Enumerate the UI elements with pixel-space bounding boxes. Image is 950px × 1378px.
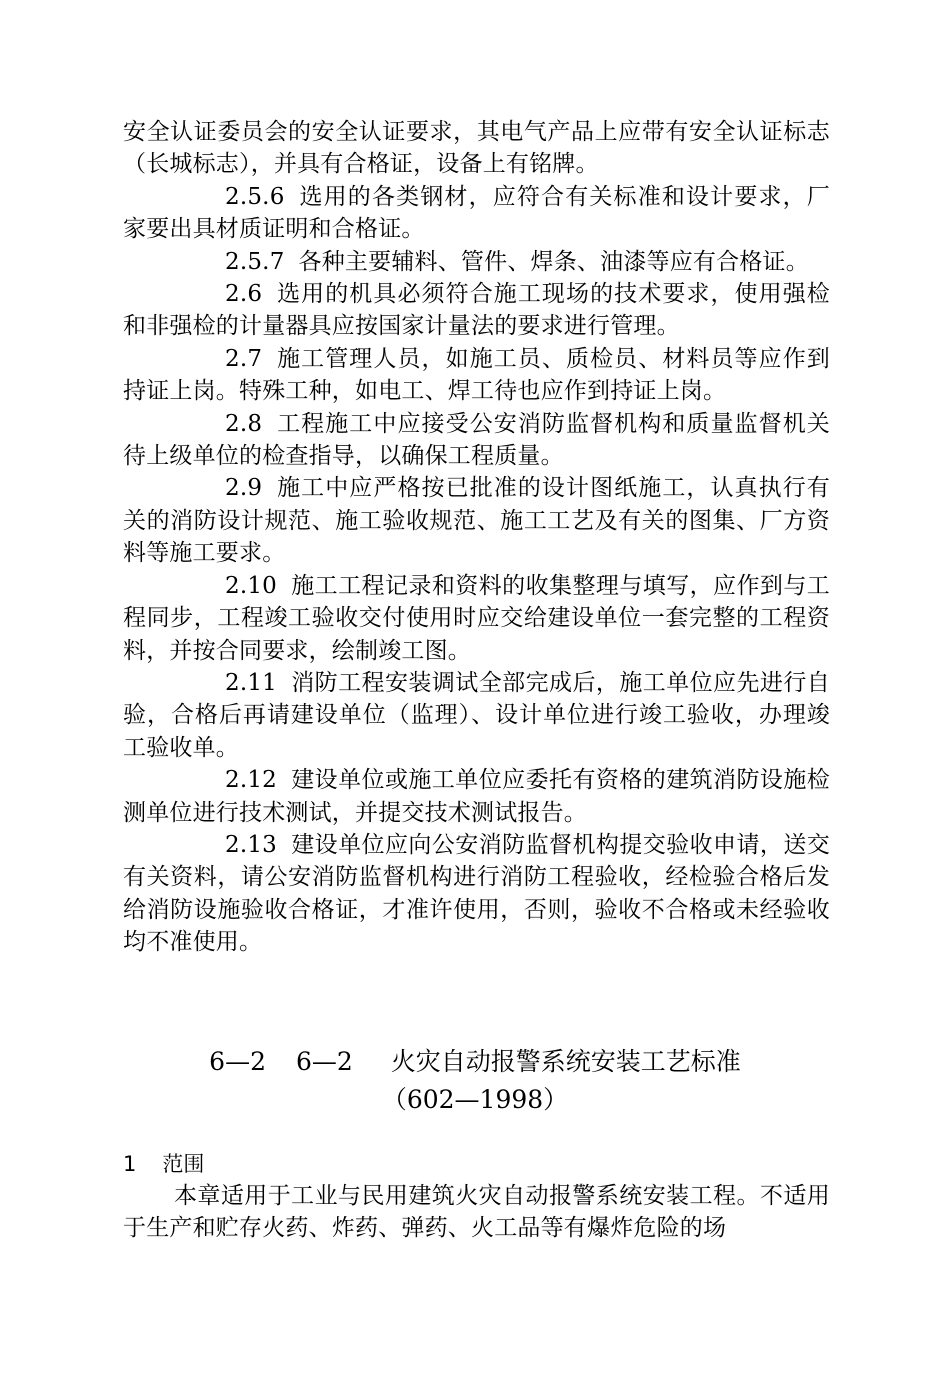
clause-paragraph (123, 408, 830, 473)
clause-text: 选用的各类钢材，应符合有关标准和设计要求，厂家要出具材质证明和合格证。 (123, 183, 830, 243)
clause-text: 各种主要辅料、管件、焊条、油漆等应有合格证。 (298, 248, 809, 275)
section-body (123, 1180, 830, 1245)
section-title: 范围 (162, 1152, 205, 1176)
clause-number: 2.8 (225, 410, 263, 437)
clause-text: 建设单位应向公安消防监督机构提交验收申请，送交有关资料，请公安消防监督机构进行消防工程验收，经检验合格后发给消防设施验收合格证，才准许使用，否则，验收不合格或未经验收均不准使用。 (123, 831, 830, 956)
chapter-title-text: 火灾自动报警系统安装工艺标准 (390, 1047, 741, 1076)
clause-number: 2.12 (225, 767, 278, 794)
clause-paragraph (123, 570, 830, 667)
body-text (123, 116, 830, 959)
clause-text: 施工工程记录和资料的收集整理与填写，应作到与工程同步，工程竣工验收交付使用时应交给建设单位一套完整的工程资料，并按合同要求，绘制竣工图。 (123, 572, 830, 664)
chapter-number: 6—2 (209, 1047, 266, 1076)
clause-number: 2.9 (225, 475, 263, 502)
clause-paragraph (123, 343, 830, 408)
clause-paragraph (123, 472, 830, 569)
clause-number: 2.5.7 (225, 248, 285, 275)
clause-number: 2.5.6 (225, 183, 285, 210)
clause-number: 2.10 (225, 572, 278, 599)
chapter-number-repeat: 6—2 (295, 1047, 353, 1076)
chapter-title (100, 1044, 850, 1080)
clause-text: 施工管理人员，如施工员、质检员、材料员等应作到持证上岗。特殊工种，如电工、焊工待也应作到持证上岗。 (123, 345, 830, 405)
clause-paragraph (123, 278, 830, 343)
section-paragraph: 本章适用于工业与民用建筑火灾自动报警系统安装工程。不适用于生产和贮存火药、炸药、弹药、火工品等有爆炸危险的场 (123, 1183, 830, 1242)
clause-paragraph (123, 667, 830, 764)
continuation-paragraph: 安全认证委员会的安全认证要求，其电气产品上应带有安全认证标志（长城标志），并具有合格证，设备上有铭牌。 (123, 119, 830, 178)
section-heading (123, 1148, 204, 1180)
clause-number: 2.6 (225, 281, 263, 308)
clause-text: 选用的机具必须符合施工现场的技术要求，使用强检和非强检的计量器具应按国家计量法的要求进行管理。 (123, 281, 830, 340)
clause-text: 消防工程安装调试全部完成后，施工单位应先进行自验，合格后再请建设单位（监理）、设计单位进行竣工验收，办理竣工验收单。 (123, 669, 830, 761)
section-number: 1 (123, 1152, 137, 1176)
clause-number: 2.11 (225, 669, 278, 696)
clause-paragraph (123, 764, 830, 829)
clause-paragraph (123, 246, 830, 278)
clause-paragraph (123, 829, 830, 959)
clause-text: 施工中应严格按已批准的设计图纸施工，认真执行有关的消防设计规范、施工验收规范、施工工艺及有关的图集、厂方资料等施工要求。 (123, 475, 830, 567)
clause-text: 工程施工中应接受公安消防监督机构和质量监督机关待上级单位的检查指导，以确保工程质量。 (123, 410, 830, 470)
clause-number: 2.7 (225, 345, 263, 372)
clause-text: 建设单位或施工单位应委托有资格的建筑消防设施检测单位进行技术测试，并提交技术测试报告。 (123, 767, 830, 826)
chapter-code: （602—1998） (381, 1085, 569, 1114)
clause-paragraph (123, 181, 830, 246)
clause-number: 2.13 (225, 831, 278, 858)
